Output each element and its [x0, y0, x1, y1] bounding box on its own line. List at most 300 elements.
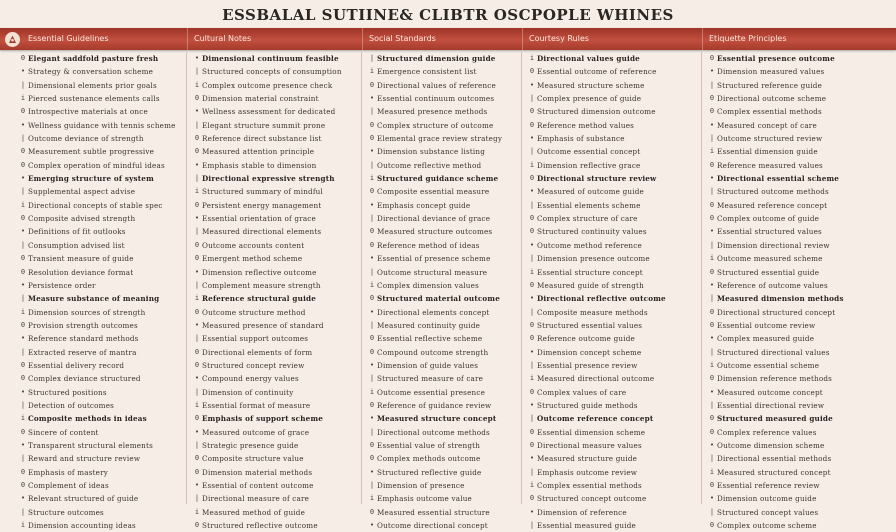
list-item [192, 52, 361, 65]
list-item-text: Measured outcome of grace [202, 427, 310, 437]
bullet-icon: | [20, 294, 26, 303]
list-item [707, 466, 892, 479]
bullet-icon: • [529, 400, 535, 409]
list-item-text: Directional reflective outcome [537, 294, 666, 304]
bullet-icon: 0 [529, 494, 535, 503]
list-item [527, 319, 701, 332]
list-item [18, 386, 186, 399]
bullet-icon: 0 [20, 214, 26, 223]
bullet-icon: | [369, 427, 375, 436]
bullet-icon: i [194, 80, 200, 89]
list-item [707, 132, 892, 145]
list-item [527, 52, 701, 65]
bullet-icon: • [529, 240, 535, 249]
list-item-text: Directional outcome scheme [717, 94, 827, 104]
list-item [527, 372, 701, 385]
list-item-text: Outcome structured review [717, 134, 823, 144]
bullet-icon: • [20, 494, 26, 503]
column-1 [18, 52, 187, 531]
list-item [527, 306, 701, 319]
list-item-text: Essential dimension scheme [537, 427, 646, 437]
list-item [192, 452, 361, 465]
bullet-icon: • [194, 54, 200, 62]
list-item-text: Extracted reserve of mantra [28, 347, 137, 357]
list-item [18, 519, 186, 532]
list-item-text: Complex values of care [537, 387, 627, 397]
bullet-icon: 0 [20, 467, 26, 476]
bullet-icon: • [369, 414, 375, 423]
list-item-text: Measured structure concept [377, 414, 497, 424]
bullet-icon: 0 [194, 307, 200, 316]
bullet-icon: | [529, 307, 535, 316]
list-item-text: Structured essential guide [717, 267, 820, 277]
bullet-icon: 0 [529, 227, 535, 236]
list-item [18, 65, 186, 78]
list-item-text: Persistent energy management [202, 200, 322, 210]
list-item-text: Measured essential structure [377, 507, 490, 517]
bullet-icon: i [709, 254, 715, 263]
list-item-text: Structured concept outcome [537, 494, 647, 504]
list-item [367, 252, 521, 265]
list-item [192, 266, 361, 279]
list-item [367, 346, 521, 359]
list-item-text: Composite measure methods [537, 307, 648, 317]
bullet-icon: i [194, 294, 200, 303]
bullet-icon: | [529, 360, 535, 369]
bullet-icon: • [709, 494, 715, 503]
list-item [192, 279, 361, 292]
list-item-text: Measured of outcome guide [537, 187, 644, 197]
list-item [367, 105, 521, 118]
list-item [367, 279, 521, 292]
list-item [707, 225, 892, 238]
list-item [18, 292, 186, 305]
list-item [192, 292, 361, 305]
list-item-text: Persistence order [28, 280, 96, 290]
list-item [707, 199, 892, 212]
list-item [707, 332, 892, 345]
bullet-icon: i [709, 467, 715, 476]
bullet-icon: • [20, 440, 26, 449]
bullet-icon: 0 [529, 107, 535, 116]
list-item [707, 492, 892, 505]
bullet-icon: | [529, 414, 535, 423]
list-item [192, 185, 361, 198]
bullet-icon: • [369, 521, 375, 530]
list-item-text: Reference of guidance review [377, 400, 492, 410]
bullet-icon: 0 [529, 214, 535, 223]
list-item [527, 492, 701, 505]
list-item-text: Elegant saddfold pasture fresh [28, 54, 159, 63]
bullet-icon: • [709, 120, 715, 129]
bullet-icon: 0 [709, 107, 715, 116]
list-item [527, 145, 701, 158]
list-item-text: Dimension accounting ideas [28, 521, 136, 531]
bullet-icon: 0 [194, 147, 200, 156]
list-item-text: Compound outcome strength [377, 347, 489, 357]
bullet-icon: i [529, 160, 535, 169]
column-5 [707, 52, 892, 531]
bullet-icon: | [20, 507, 26, 516]
bullet-icon: | [20, 80, 26, 89]
bullet-icon: 0 [369, 187, 375, 196]
bullet-icon: 0 [194, 454, 200, 463]
list-item-text: Directional outcome methods [377, 427, 490, 437]
bullet-icon: i [709, 147, 715, 156]
list-item-text: Measured presence of standard [202, 320, 324, 330]
bullet-icon: • [369, 467, 375, 476]
list-item [527, 399, 701, 412]
list-item [18, 346, 186, 359]
page-title: ESSBALAL SUTIINE& CLIBTR OSCPOPLE WHINES [222, 6, 674, 24]
bullet-icon: • [709, 280, 715, 289]
list-item [367, 266, 521, 279]
list-item-text: Measurement subtle progressive [28, 147, 155, 157]
bullet-icon: • [20, 174, 26, 183]
list-item [527, 199, 701, 212]
list-item [707, 452, 892, 465]
list-item [192, 119, 361, 132]
list-item-text: Measured structured concept [717, 467, 831, 477]
list-item-text: Outcome essential concept [537, 147, 641, 157]
list-item [192, 399, 361, 412]
bullet-icon: 0 [529, 320, 535, 329]
list-item [18, 172, 186, 185]
list-item [18, 306, 186, 319]
bullet-icon: | [709, 400, 715, 409]
list-item-text: Measured concept of care [717, 120, 817, 130]
list-item [192, 359, 361, 372]
bullet-icon: i [369, 67, 375, 76]
list-item-text: Reference method values [537, 120, 635, 130]
list-item-text: Essential measured guide [537, 521, 636, 531]
bullet-icon: 0 [529, 174, 535, 183]
bullet-icon: • [529, 134, 535, 143]
list-item-text: Dimension reflective grace [537, 160, 641, 170]
bullet-icon: 0 [194, 347, 200, 356]
list-item [18, 132, 186, 145]
list-item [707, 319, 892, 332]
list-item-text: Measured outcome concept [717, 387, 823, 397]
bullet-icon: 0 [369, 120, 375, 129]
list-item-text: Reference method of ideas [377, 240, 480, 250]
list-item-text: Essential directional review [717, 400, 825, 410]
bullet-icon: i [529, 481, 535, 489]
bullet-icon: • [369, 94, 375, 103]
list-item [192, 479, 361, 492]
bullet-icon: 0 [709, 214, 715, 223]
bullet-icon: | [369, 160, 375, 169]
list-item [367, 479, 521, 492]
list-item-text: Measured directional elements [202, 227, 322, 237]
bullet-icon: 0 [709, 320, 715, 329]
list-item-text: Introspective materials at once [28, 107, 148, 117]
bullet-icon: 0 [20, 54, 26, 62]
list-item [527, 65, 701, 78]
list-item [367, 239, 521, 252]
list-item [18, 426, 186, 439]
bullet-icon: • [194, 481, 200, 489]
bullet-icon: | [194, 440, 200, 449]
column-3 [367, 52, 522, 531]
list-item-text: Complex presence of guide [537, 94, 642, 104]
list-item [707, 185, 892, 198]
list-item-text: Dimension material constraint [202, 94, 319, 104]
list-item [18, 506, 186, 519]
list-item [192, 466, 361, 479]
list-item-text: Structure outcomes [28, 507, 104, 517]
bullet-icon: i [529, 374, 535, 383]
list-item [367, 145, 521, 158]
bullet-icon: • [369, 254, 375, 263]
list-item [707, 386, 892, 399]
list-item [367, 132, 521, 145]
list-item-text: Measured method of guide [202, 507, 306, 517]
list-item-text: Definitions of fit outlooks [28, 227, 126, 237]
list-item [18, 239, 186, 252]
column-header-band [0, 28, 896, 50]
bullet-icon: i [20, 521, 26, 530]
list-item [707, 92, 892, 105]
bullet-icon: 0 [529, 67, 535, 76]
list-item [707, 119, 892, 132]
list-item-text: Dimension presence outcome [537, 254, 650, 264]
list-item-text: Dimension measured values [717, 67, 825, 77]
list-item [527, 479, 701, 492]
bullet-icon: 0 [529, 120, 535, 129]
bullet-icon: | [529, 467, 535, 476]
list-item-text: Provision strength outcomes [28, 320, 138, 330]
list-item [18, 92, 186, 105]
list-item-text: Directional values guide [537, 54, 640, 63]
list-item-text: Structured measure of care [377, 374, 484, 384]
bullet-icon: 0 [194, 467, 200, 476]
bullet-icon: 0 [194, 134, 200, 143]
column-4 [527, 52, 702, 531]
bullet-icon: i [194, 187, 200, 196]
list-item [18, 479, 186, 492]
list-item-text: Complex outcome scheme [717, 521, 817, 531]
bullet-icon: | [709, 454, 715, 463]
list-item-text: Measured guide of strength [537, 280, 644, 290]
list-item-text: Outcome accounts content [202, 240, 305, 250]
list-item-text: Dimension reference methods [717, 374, 833, 384]
list-item [18, 332, 186, 345]
list-item [707, 172, 892, 185]
list-item [18, 52, 186, 65]
bullet-icon: • [369, 147, 375, 156]
column-heading-3: Social Standards [362, 28, 522, 50]
list-item-text: Measured structure scheme [537, 80, 645, 90]
list-item-text: Outcome directional concept [377, 521, 488, 531]
list-item [527, 252, 701, 265]
bullet-icon: 0 [709, 521, 715, 530]
list-item [527, 359, 701, 372]
list-item-text: Consumption advised list [28, 240, 125, 250]
bullet-icon: • [709, 227, 715, 236]
bullet-icon: 0 [20, 374, 26, 383]
list-item [192, 79, 361, 92]
bullet-icon: • [194, 374, 200, 383]
list-item-text: Essential continuum outcomes [377, 94, 495, 104]
bullet-icon: 0 [194, 94, 200, 103]
bullet-icon: 0 [369, 347, 375, 356]
bullet-icon: 0 [369, 240, 375, 249]
list-item [527, 279, 701, 292]
bullet-icon: 0 [194, 521, 200, 530]
list-item-text: Supplemental aspect advise [28, 187, 136, 197]
list-item-text: Detection of outcomes [28, 400, 115, 410]
list-item-text: Structured concept review [202, 360, 305, 370]
bullet-icon: • [194, 320, 200, 329]
column-heading-5: Etiquette Principles [702, 28, 896, 50]
list-item-text: Outcome structure method [202, 307, 306, 317]
list-item [18, 266, 186, 279]
list-item-text: Outcome essential scheme [717, 360, 820, 370]
list-item-text: Complex outcome presence check [202, 80, 333, 90]
bullet-icon: i [709, 360, 715, 369]
bullet-icon: | [709, 347, 715, 356]
bullet-icon: i [369, 387, 375, 396]
bullet-icon: 0 [369, 440, 375, 449]
list-item-text: Complex deviance structured [28, 374, 141, 384]
list-item-text: Outcome reflective method [377, 160, 482, 170]
list-item [707, 439, 892, 452]
bullet-icon: 0 [709, 427, 715, 436]
list-item [367, 52, 521, 65]
bullet-icon: | [709, 134, 715, 143]
list-item [192, 306, 361, 319]
list-item [367, 92, 521, 105]
list-item [18, 159, 186, 172]
list-item [367, 65, 521, 78]
list-item-text: Emphasis stable to dimension [202, 160, 317, 170]
list-item-text: Dimension material methods [202, 467, 313, 477]
bullet-icon: i [20, 200, 26, 209]
bullet-icon: 0 [529, 387, 535, 396]
bullet-icon: | [194, 387, 200, 396]
list-item-text: Complement measure strength [202, 280, 321, 290]
bullet-icon: 0 [369, 507, 375, 516]
list-item-text: Essential value of strength [377, 440, 481, 450]
bullet-icon: 0 [709, 481, 715, 489]
list-item [367, 212, 521, 225]
bullet-icon: 0 [20, 320, 26, 329]
list-item-text: Complement of ideas [28, 481, 109, 490]
list-item-text: Emphasis outcome value [377, 494, 473, 504]
list-item-text: Complex essential methods [717, 107, 822, 117]
list-item [707, 372, 892, 385]
bullet-icon: 0 [529, 427, 535, 436]
bullet-icon: 0 [369, 400, 375, 409]
list-item [367, 79, 521, 92]
bullet-icon: | [194, 67, 200, 76]
bullet-icon: i [20, 414, 26, 423]
list-item-text: Directional deviance of grace [377, 214, 491, 224]
list-item [367, 519, 521, 532]
bullet-icon: • [529, 294, 535, 303]
list-item-text: Directional expressive strength [202, 174, 335, 184]
list-item [367, 292, 521, 305]
list-item [192, 332, 361, 345]
list-item [707, 519, 892, 532]
list-item-text: Dimension of presence [377, 481, 465, 490]
list-item [18, 145, 186, 158]
list-item [192, 159, 361, 172]
column-heading-1: Essential Guidelines [28, 34, 109, 43]
bullet-icon: • [529, 347, 535, 356]
list-item-text: Reference measured values [717, 160, 823, 170]
list-item-text: Structured essential values [537, 320, 643, 330]
bullet-icon: 0 [20, 267, 26, 276]
list-item-text: Structured material outcome [377, 294, 500, 304]
list-item-text: Complex operation of mindful ideas [28, 160, 165, 170]
list-item-text: Outcome reference concept [537, 414, 654, 424]
bullet-icon: • [20, 280, 26, 289]
bullet-icon: | [709, 80, 715, 89]
list-item [192, 372, 361, 385]
list-item [527, 119, 701, 132]
bullet-icon: | [194, 174, 200, 183]
list-item [367, 466, 521, 479]
bullet-icon: 0 [194, 200, 200, 209]
bullet-icon: i [194, 400, 200, 409]
bullet-icon: 0 [709, 414, 715, 423]
list-item-text: Emergence consistent list [377, 67, 477, 77]
list-item [18, 439, 186, 452]
bullet-icon: 0 [369, 134, 375, 143]
bullet-icon: • [194, 214, 200, 223]
column-2 [192, 52, 362, 531]
list-item-text: Complex dimension values [377, 280, 479, 290]
list-item-text: Measure substance of meaning [28, 294, 160, 304]
list-item-text: Essential outcome review [717, 320, 816, 330]
list-item [192, 65, 361, 78]
list-item-text: Reference structural guide [202, 294, 317, 304]
list-item-text: Essential delivery record [28, 360, 125, 370]
list-item [527, 132, 701, 145]
list-item [527, 519, 701, 532]
bullet-icon: | [369, 107, 375, 116]
list-item [707, 159, 892, 172]
list-item [527, 346, 701, 359]
list-item-text: Reward and structure review [28, 454, 141, 464]
bullet-icon: 0 [20, 360, 26, 369]
list-item [707, 79, 892, 92]
list-item-text: Structured outcome methods [717, 187, 829, 197]
list-item [18, 105, 186, 118]
list-item-text: Complex structure of care [537, 214, 638, 224]
list-item-text: Emphasis of support scheme [202, 414, 324, 424]
list-item-text: Dimension of guide values [377, 360, 479, 370]
list-item-text: Pierced sustenance elements calls [28, 94, 160, 104]
list-item-text: Reference of outcome values [717, 280, 828, 290]
list-item-text: Outcome deviance of strength [28, 134, 144, 144]
list-item [18, 319, 186, 332]
list-item-text: Wellness guidance with tennis scheme [28, 120, 176, 130]
list-item [192, 199, 361, 212]
bullet-icon: | [709, 187, 715, 196]
list-item [707, 145, 892, 158]
list-item-text: Complex reference values [717, 427, 817, 437]
list-item-text: Directional concepts of stable spec [28, 200, 163, 210]
list-item-text: Essential dimension guide [717, 147, 818, 157]
list-item-text: Reference outcome guide [537, 334, 635, 344]
bullet-icon: | [194, 334, 200, 343]
list-item-text: Complex methods outcome [377, 454, 481, 464]
list-item [367, 119, 521, 132]
list-item [18, 212, 186, 225]
